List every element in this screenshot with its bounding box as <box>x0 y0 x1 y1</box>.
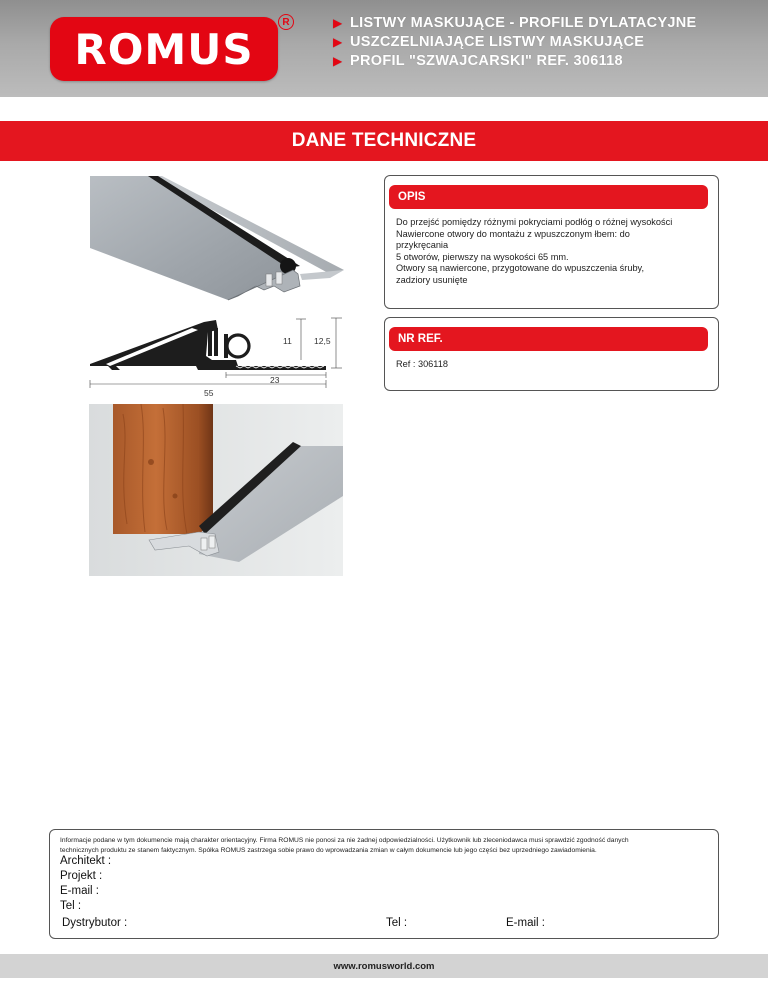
dim-base-width: 23 <box>270 375 280 385</box>
section-title-bar <box>0 121 768 161</box>
description-line: Do przejść pomiędzy różnymi pokryciami podłóg o różnej wysokości <box>396 217 673 227</box>
description-line: zadziory usunięte <box>396 274 468 285</box>
description-line: Nawiercone otwory do montażu z wpuszczonym łbem: do <box>396 228 630 239</box>
website-bar <box>0 954 768 978</box>
header-line-1: ▶ LISTWY MASKUJĄCE - PROFILE DYLATACYJNE <box>333 14 697 31</box>
disclaimer-line: Informacje podane w tym dokumencie mają charakter orientacyjny. Firma ROMUS nie ponosi za nie żadnej odpowiedzialności. Użytkownik lub zleceniodawca musi sprawdzić zgodność danych <box>60 837 629 844</box>
page-header <box>0 0 768 97</box>
email-field: E-mail : <box>60 885 99 897</box>
tel-field: Tel : <box>60 900 82 912</box>
disclaimer-line: technicznych produktu ze stanem faktycznym. Spółka ROMUS zastrzega sobie prawo do wprowadzania zmian w całym dokumencie lub jego części bez uprzedniego zawiadomienia. <box>60 847 597 854</box>
description-line: przykręcania <box>396 240 449 251</box>
right-triangle-icon: ▶ <box>333 34 343 49</box>
reference-value: Ref : 306118 <box>396 359 448 369</box>
website-link[interactable]: www.romusworld.com <box>333 960 435 972</box>
header-title-lines <box>333 13 697 70</box>
dystrybutor-field: Dystrybutor : <box>62 917 128 929</box>
dim-total-width: 55 <box>204 388 214 398</box>
description-line: 5 otworów, pierwszy na wysokości 65 mm. <box>396 251 569 262</box>
dim-inner-height: 11 <box>283 336 292 346</box>
right-triangle-icon: ▶ <box>333 53 343 68</box>
contact-box <box>49 829 719 939</box>
dim-outer-height: 12,5 <box>314 336 331 346</box>
description-text <box>385 209 718 287</box>
section-title: DANE TECHNICZNE <box>291 130 477 151</box>
logo-text: ROMUS <box>74 24 254 74</box>
disclaimer <box>60 836 710 856</box>
romus-logo <box>50 17 278 81</box>
header-line-2: ▶ USZCZELNIAJĄCE LISTWY MASKUJĄCE <box>333 33 645 50</box>
technical-drawing <box>86 316 348 400</box>
registered-mark-icon: R <box>278 14 294 30</box>
description-card <box>384 175 719 309</box>
architekt-field: Architekt : <box>60 855 112 867</box>
reference-label: NR REF. <box>389 327 708 351</box>
product-profile-image <box>88 174 346 304</box>
description-label: OPIS <box>389 185 708 209</box>
reference-card <box>384 317 719 391</box>
header-line-3: ▶ PROFIL "SZWAJCARSKI" REF. 306118 <box>333 52 623 69</box>
installation-photo <box>89 404 343 576</box>
projekt-field: Projekt : <box>60 870 103 882</box>
right-triangle-icon: ▶ <box>333 15 343 30</box>
distributor-email-field: E-mail : <box>506 917 545 929</box>
description-line: Otwory są nawiercone, przygotowane do wpuszczenia śruby, <box>396 263 645 274</box>
distributor-tel-field: Tel : <box>386 917 408 929</box>
